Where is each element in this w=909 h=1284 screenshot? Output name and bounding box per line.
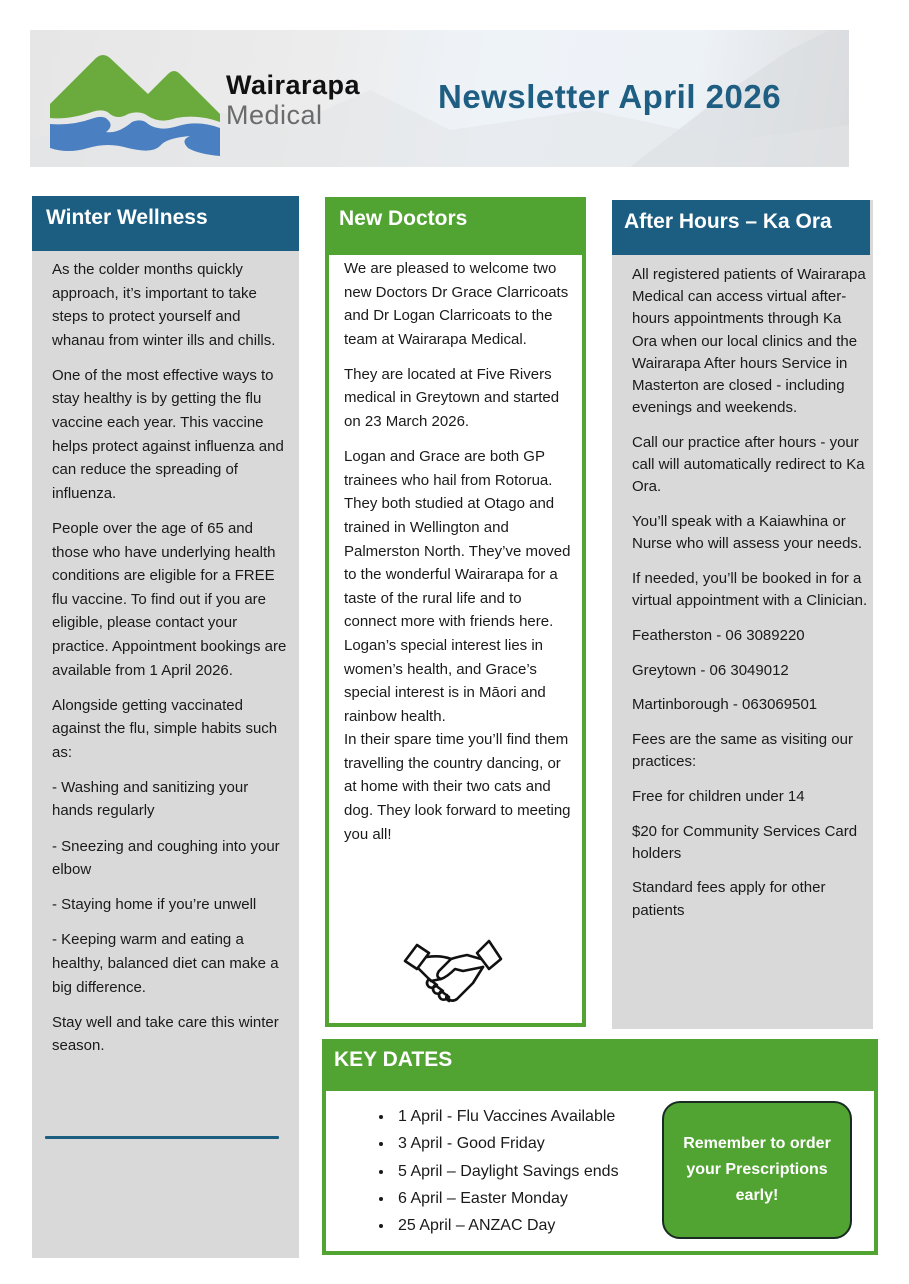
paragraph: Logan and Grace are both GP trainees who hail from Rotorua. They both studied at Otago and trained in Wellington and Palmerston North. They’ve moved to the wonderful Wairarapa for a taste of the rural life and to connect more with friends here. bbox=[344, 448, 571, 631]
key-dates-content bbox=[326, 1091, 874, 1251]
paragraph: As the colder months quickly approach, it’s important to take steps to protect yourself and whanau from winter ills and chills. bbox=[52, 261, 276, 349]
phone-featherston: Featherston - 06 3089220 bbox=[632, 626, 805, 644]
key-date-item: • 25 April – ANZAC Day bbox=[394, 1212, 619, 1239]
after-hours-panel bbox=[612, 200, 873, 1029]
paragraph: They are located at Five Rivers medical in Greytown and started on 23 March 2026. bbox=[344, 365, 560, 431]
newsletter-banner bbox=[30, 30, 849, 167]
habit-item: - Washing and sanitizing your hands regularly bbox=[52, 778, 249, 820]
habit-item: - Sneezing and coughing into your elbow bbox=[52, 837, 280, 879]
divider-line bbox=[45, 1136, 279, 1139]
winter-wellness-title: Winter Wellness bbox=[46, 206, 208, 229]
paragraph: Stay well and take care this winter season. bbox=[52, 1013, 279, 1055]
paragraph: All registered patients of Wairarapa Medical can access virtual after-hours appointments through Ka Ora when our local clinics and the Wairarapa After hours Service in Masterton are closed - including evenings and weekends. bbox=[632, 266, 866, 417]
paragraph: Fees are the same as visiting our practices: bbox=[632, 730, 853, 771]
after-hours-header bbox=[612, 200, 870, 255]
key-dates-title: KEY DATES bbox=[334, 1048, 453, 1071]
logo-subname: Medical bbox=[226, 100, 323, 130]
logo-name: Wairarapa bbox=[226, 70, 361, 100]
phone-martinborough: Martinborough - 063069501 bbox=[632, 696, 818, 714]
habit-item: - Keeping warm and eating a healthy, balanced diet can make a big difference. bbox=[52, 931, 279, 996]
after-hours-title: After Hours – Ka Ora bbox=[624, 210, 832, 233]
logo-text bbox=[226, 70, 360, 130]
fee-item: Standard fees apply for other patients bbox=[632, 879, 826, 919]
key-date-item: • 1 April - Flu Vaccines Available bbox=[394, 1103, 619, 1130]
reminder-text: Remember to order your Prescriptions early! bbox=[683, 1135, 831, 1204]
paragraph: People over the age of 65 and those who have underlying health conditions are eligible for a FREE flu vaccine. To find out if you are eligible, please contact your practice. Appointment bookings are available from 1 April 2026. bbox=[52, 519, 287, 679]
paragraph: One of the most effective ways to stay healthy is by getting the flu vaccine each year. This vaccine helps protect against influenza and can reduce the spreading of influenza. bbox=[52, 366, 284, 502]
key-date-item: • 6 April – Easter Monday bbox=[394, 1185, 619, 1212]
winter-wellness-panel bbox=[32, 196, 299, 1258]
key-dates-list bbox=[371, 1103, 619, 1239]
phone-greytown: Greytown - 06 3049012 bbox=[632, 661, 789, 679]
new-doctors-panel bbox=[325, 197, 586, 1027]
key-dates-panel bbox=[322, 1039, 878, 1255]
paragraph: Logan’s special interest lies in women’s health, and Grace’s special interest is in Māori and rainbow health. bbox=[344, 636, 546, 725]
habit-item: - Staying home if you’re unwell bbox=[52, 896, 257, 914]
paragraph: We are pleased to welcome two new Doctors Dr Grace Clarricoats and Dr Logan Clarricoats to the team at Wairarapa Medical. bbox=[344, 260, 569, 348]
key-date-item: • 3 April - Good Friday bbox=[394, 1130, 619, 1157]
paragraph: Call our practice after hours - your call will automatically redirect to Ka Ora. bbox=[632, 433, 865, 496]
key-date-item: • 5 April – Daylight Savings ends bbox=[394, 1158, 619, 1185]
paragraph: You’ll speak with a Kaiawhina or Nurse who will assess your needs. bbox=[632, 513, 863, 553]
winter-wellness-header bbox=[32, 196, 299, 251]
paragraph: If needed, you’ll be booked in for a virtual appointment with a Clinician. bbox=[632, 569, 868, 610]
fee-item: Free for children under 14 bbox=[632, 787, 805, 805]
new-doctors-title: New Doctors bbox=[339, 207, 468, 230]
newsletter-title: Newsletter April 2026 bbox=[438, 78, 782, 115]
paragraph: Alongside getting vaccinated against the flu, simple habits such as: bbox=[52, 696, 278, 761]
new-doctors-content bbox=[329, 255, 582, 1023]
handshake-icon bbox=[401, 937, 505, 1005]
fee-item: $20 for Community Services Card holders bbox=[632, 822, 858, 862]
new-doctors-body bbox=[344, 257, 576, 858]
after-hours-body bbox=[632, 264, 868, 934]
winter-wellness-body bbox=[52, 258, 292, 1069]
prescription-reminder-callout bbox=[662, 1101, 852, 1239]
mountains-river-logo-icon bbox=[48, 44, 223, 156]
paragraph: In their spare time you’ll find them travelling the country dancing, or at home with their two cats and dog. They look forward to meeting you all! bbox=[344, 731, 571, 843]
